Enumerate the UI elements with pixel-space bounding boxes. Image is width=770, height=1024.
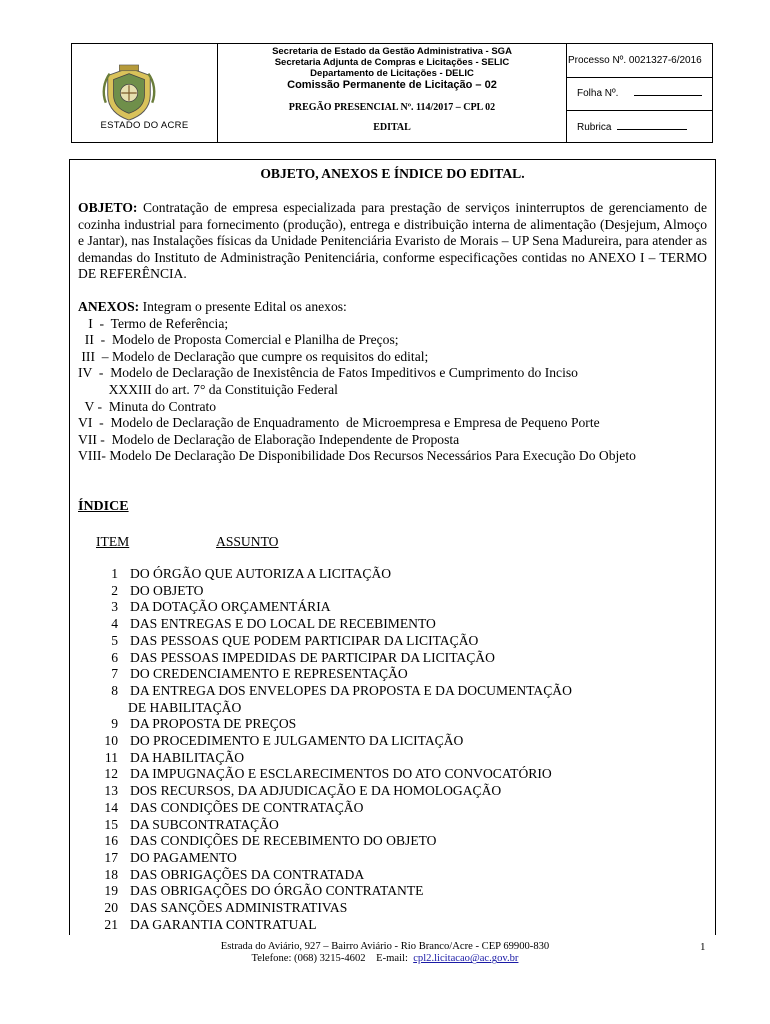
state-name: ESTADO DO ACRE xyxy=(100,120,189,131)
index-row xyxy=(70,750,715,767)
anexo-list xyxy=(78,316,707,449)
content-frame xyxy=(69,159,716,935)
index-item-subject: DA SUBCONTRATAÇÃO xyxy=(130,816,279,832)
index-item-subject: DAS PESSOAS IMPEDIDAS DE PARTICIPAR DA LICITAÇÃO xyxy=(130,649,495,665)
folha-field xyxy=(577,86,702,99)
index-item-number: 16 xyxy=(104,833,118,849)
index-item-number: 4 xyxy=(111,616,118,632)
index-item-number: 18 xyxy=(104,866,118,882)
index-item-subject: DAS PESSOAS QUE PODEM PARTICIPAR DA LICITAÇÃO xyxy=(130,632,479,648)
index-item-subject: DAS OBRIGAÇÕES DO ÓRGÃO CONTRATANTE xyxy=(130,883,424,899)
index-item-subject: DA HABILITAÇÃO xyxy=(130,749,245,765)
rubrica-field xyxy=(577,120,687,133)
pregao-number: PREGÃO PRESENCIAL Nº. 114/2017 – CPL 02 xyxy=(288,102,496,113)
index-item-number: 2 xyxy=(111,582,118,598)
index-row xyxy=(70,583,715,600)
index-row xyxy=(70,867,715,884)
index-item-subject: DO PROCEDIMENTO E JULGAMENTO DA LICITAÇÃO xyxy=(130,733,464,749)
email-link[interactable]: cpl2.licitacao@ac.gov.br xyxy=(413,953,519,965)
index-item-subject: DA ENTREGA DOS ENVELOPES DA PROPOSTA E DA DOCUMENTAÇÃO xyxy=(130,682,572,698)
index-row xyxy=(70,566,715,583)
index-row xyxy=(70,833,715,850)
index-row xyxy=(70,900,715,917)
footer-contact xyxy=(0,953,770,965)
index-row xyxy=(70,733,715,750)
rubrica-blank xyxy=(617,120,687,130)
index-row xyxy=(70,599,715,616)
index-row xyxy=(70,800,715,817)
folha-blank xyxy=(634,86,702,96)
process-number: Processo Nº. 0021327-6/2016 xyxy=(568,55,702,66)
index-row xyxy=(70,683,715,700)
index-item-number xyxy=(70,700,130,717)
agency-line: Departamento de Licitações - DELIC xyxy=(310,68,474,80)
folha-label: Folha Nº. xyxy=(577,88,619,99)
index-item-number: 14 xyxy=(104,799,118,815)
index-row xyxy=(70,666,715,683)
divider xyxy=(567,77,712,78)
section-title: OBJETO, ANEXOS E ÍNDICE DO EDITAL. xyxy=(260,166,525,181)
index-item-subject: DOS RECURSOS, DA ADJUDICAÇÃO E DA HOMOLOGAÇÃO xyxy=(130,783,502,799)
anexo-item: VI - Modelo de Declaração de Enquadramento de Microempresa e Empresa de Pequeno Porte xyxy=(78,415,600,431)
index-item-number: 7 xyxy=(111,666,118,682)
index-item-subject: DAS SANÇÕES ADMINISTRATIVAS xyxy=(130,900,348,916)
commission-name: Comissão Permanente de Licitação – 02 xyxy=(287,78,497,91)
index-item-number: 19 xyxy=(104,883,118,899)
column-header-item: ITEM xyxy=(96,534,130,549)
index-item-subject: DO ÓRGÃO QUE AUTORIZA A LICITAÇÃO xyxy=(130,566,392,581)
anexo-item: II - Modelo de Proposta Comercial e Planilha de Preços; xyxy=(78,332,399,348)
index-row xyxy=(70,716,715,733)
objeto-label: OBJETO: xyxy=(78,200,138,215)
index-row xyxy=(70,850,715,867)
index-item-subject: DA PROPOSTA DE PREÇOS xyxy=(130,716,297,732)
index-row xyxy=(70,633,715,650)
index-row xyxy=(70,650,715,667)
index-item-subject: DAS CONDIÇÕES DE RECEBIMENTO DO OBJETO xyxy=(130,833,437,849)
index-item-number: 10 xyxy=(104,733,118,749)
process-cell xyxy=(567,44,712,142)
anexo-item: XXXIII do art. 7° da Constituição Federal xyxy=(78,381,338,397)
objeto-text: Contratação de empresa especializada para prestação de serviços ininterruptos de gerenciamento de cozinha industrial para fornecimento (produção), entrega e distribuição interna de alimentação (Desjejum, Almoço e Jantar), nas Instalações físicas da Unidade Penitenciária Evaristo de Morais – UP Sena Madureira, para atender as demandas do Instituto de Administração Penitenciária, conforme especificações contidas no ANEXO I – TERMO DE REFERÊNCIA. xyxy=(78,200,707,282)
column-header-assunto: ASSUNTO xyxy=(216,534,279,549)
footer-address: Estrada do Aviário, 927 – Bairro Aviário - Rio Branco/Acre - CEP 69900-830 xyxy=(220,941,550,952)
index-item-subject: DA IMPUGNAÇÃO E ESCLARECIMENTOS DO ATO CONVOCATÓRIO xyxy=(130,766,552,782)
anexos-section xyxy=(78,299,707,465)
index-item-subject: DO PAGAMENTO xyxy=(130,849,237,865)
index-item-number: 20 xyxy=(104,900,118,916)
index-row xyxy=(70,883,715,900)
footer-phone: Telefone: (068) 3215-4602 E-mail: xyxy=(251,953,414,965)
index-row xyxy=(70,766,715,783)
index-item-number: 15 xyxy=(104,816,118,832)
index-item-number: 13 xyxy=(104,783,118,799)
agency-line: Secretaria de Estado da Gestão Administrativa - SGA xyxy=(272,46,512,57)
index-item-number: 5 xyxy=(111,632,118,648)
index-item-number: 12 xyxy=(104,766,118,782)
index-item-subject: DAS CONDIÇÕES DE CONTRATAÇÃO xyxy=(130,799,364,815)
anexo-item: III – Modelo de Declaração que cumpre os requisitos do edital; xyxy=(78,348,429,364)
index-row xyxy=(70,700,715,717)
objeto-paragraph xyxy=(78,200,707,283)
state-seal-icon xyxy=(100,64,158,122)
index-item-number: 3 xyxy=(111,599,118,615)
logo-cell xyxy=(72,44,218,142)
agency-line: Secretaria Adjunta de Compras e Licitações - SELIC xyxy=(274,57,510,69)
index-row xyxy=(70,783,715,800)
page-footer xyxy=(0,941,770,966)
anexo-item: VII - Modelo de Declaração de Elaboração Independente de Proposta xyxy=(78,431,460,447)
index-item-subject: DO CREDENCIAMENTO E REPRESENTAÇÃO xyxy=(130,666,408,682)
agency-lines xyxy=(218,46,566,91)
indice-heading: ÍNDICE xyxy=(78,499,129,514)
edital-label: EDITAL xyxy=(373,122,411,133)
index-item-subject: DA GARANTIA CONTRATUAL xyxy=(130,916,317,932)
index-row xyxy=(70,817,715,834)
divider xyxy=(567,110,712,111)
anexos-label: ANEXOS: xyxy=(78,299,140,314)
agency-cell xyxy=(218,44,567,142)
index-item-subject: DO OBJETO xyxy=(130,582,204,598)
anexo-item: I - Termo de Referência; xyxy=(78,315,229,331)
page-number: 1 xyxy=(700,941,706,953)
anexo-item: VIII- Modelo De Declaração De Disponibilidade Dos Recursos Necessários Para Execução Do Objeto xyxy=(78,448,636,464)
anexo-item: IV - Modelo de Declaração de Inexistência de Fatos Impeditivos e Cumprimento do Inciso xyxy=(78,365,578,381)
index-row xyxy=(70,917,715,934)
index-item-number: 9 xyxy=(111,716,118,732)
document-header xyxy=(71,43,713,143)
rubrica-label: Rubrica xyxy=(577,122,612,133)
anexo-item: V - Minuta do Contrato xyxy=(78,398,217,414)
anexos-intro: Integram o presente Edital os anexos: xyxy=(139,299,347,314)
index-item-subject: DE HABILITAÇÃO xyxy=(128,699,242,715)
index-item-number: 6 xyxy=(111,649,118,665)
index-item-number: 17 xyxy=(104,849,118,865)
index-list xyxy=(70,566,715,933)
index-row xyxy=(70,616,715,633)
index-item-subject: DA DOTAÇÃO ORÇAMENTÁRIA xyxy=(130,599,331,615)
index-item-subject: DAS OBRIGAÇÕES DA CONTRATADA xyxy=(130,866,365,882)
index-item-number: 8 xyxy=(111,682,118,698)
index-item-number: 21 xyxy=(104,916,118,932)
index-item-number: 11 xyxy=(104,749,118,765)
index-item-number: 1 xyxy=(111,566,118,581)
index-item-subject: DAS ENTREGAS E DO LOCAL DE RECEBIMENTO xyxy=(130,616,436,632)
